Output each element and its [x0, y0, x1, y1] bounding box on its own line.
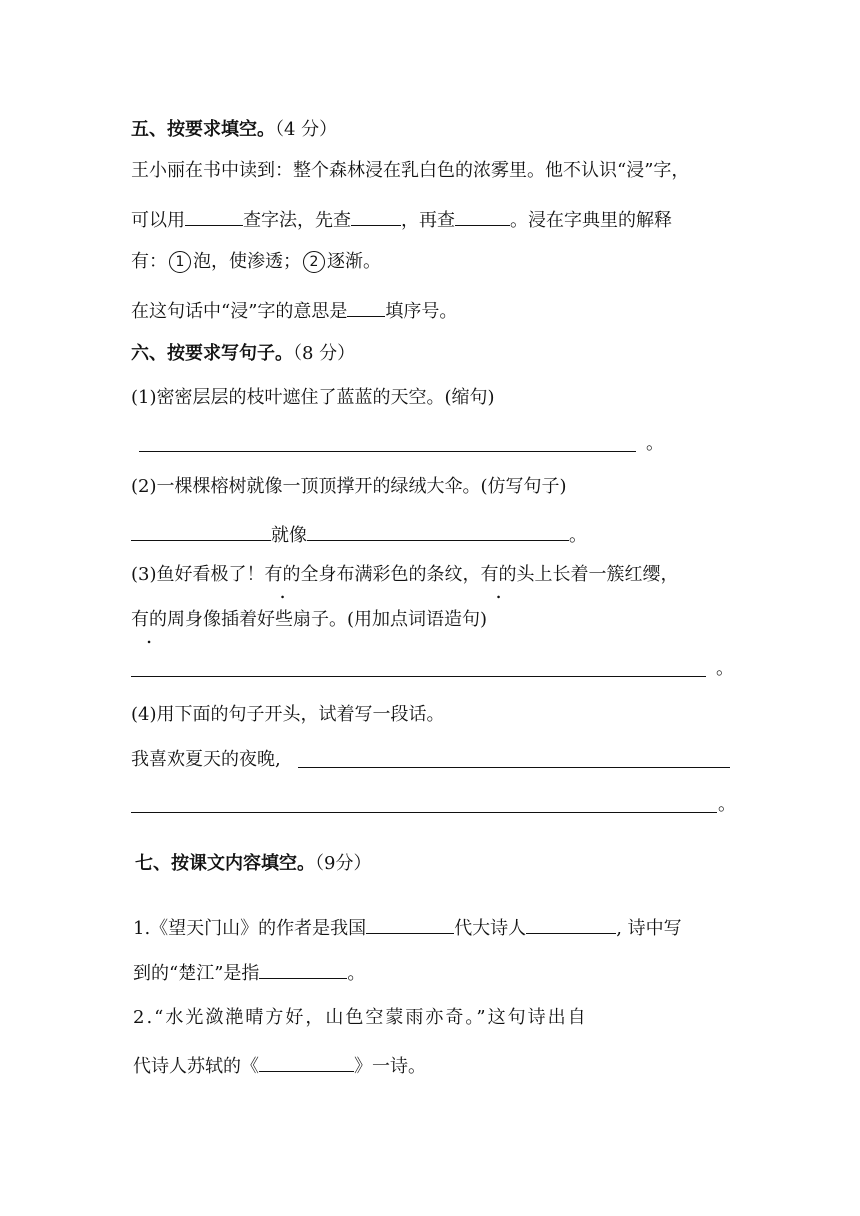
s5-l3-c: 逐渐。: [327, 251, 381, 272]
s7-q1-e: 。: [347, 963, 366, 984]
section5-heading: [131, 118, 337, 142]
dotted-word-1: 有的: [264, 564, 301, 585]
s7-q2-line2: [133, 1051, 426, 1079]
s5-l4-b: 填序号。: [385, 301, 458, 322]
s6-q3-line1: [131, 563, 679, 587]
s6-q1-answer-line[interactable]: [139, 451, 636, 452]
s5-l4-a: 在这句话中“浸”字的意思是: [131, 301, 348, 322]
s5-l2-d: 。浸在字典里的解释: [510, 210, 672, 231]
strokes-blank[interactable]: [455, 205, 510, 226]
s5-line2: [131, 205, 672, 233]
poet-blank[interactable]: [526, 913, 616, 934]
section6-score: （8 分）: [293, 343, 356, 364]
s5-l2-a: 可以用: [131, 210, 185, 231]
s5-line3: [131, 250, 381, 274]
s6-q4-start: [131, 748, 281, 772]
s5-l3-b: 泡，使渗透；: [193, 251, 301, 272]
s6-q2-blank-1[interactable]: [131, 520, 271, 541]
s6-q2-mid: 就像: [271, 525, 307, 546]
section5-score: （4 分）: [275, 119, 338, 140]
s5-line4: [131, 296, 457, 324]
section7-heading: [135, 852, 371, 876]
circled-two: 2: [303, 251, 325, 273]
s7-q1-line1: [133, 913, 682, 941]
s6-q4-end: 。: [718, 794, 736, 815]
s7-q2-b: 代诗人苏轼的《: [133, 1056, 259, 1077]
s6-q4-answer-line-2[interactable]: [131, 812, 717, 813]
s7-q1-b: 代大诗人: [454, 918, 527, 939]
s7-q2-c: 》一诗。: [354, 1056, 426, 1077]
s6-q1-end: 。: [646, 433, 664, 454]
s6-q3-answer-line[interactable]: [131, 676, 706, 677]
s5-l2-c: ，再查: [401, 210, 455, 231]
section6-heading: [131, 342, 355, 366]
s6-q3-b: 全身布满彩色的条纹，: [300, 564, 481, 585]
s6-q3-c: 头上长着一簇红缨，: [516, 564, 679, 585]
s7-q2-line1: 2.“水光潋滟晴方好，山色空蒙雨亦奇。”这句诗出自: [133, 1007, 588, 1028]
s7-q1-d: 到的“楚江”是指: [133, 963, 260, 984]
circled-one: 1: [169, 251, 191, 273]
s6-q4: (4)用下面的句子开头，试着写一段话。: [131, 704, 445, 725]
s6-q2-answer: [131, 520, 587, 548]
s6-q4-start-text: 我喜欢夏天的夜晚,: [131, 749, 281, 770]
s6-q1: (1)密密层层的枝叶遮住了蓝蓝的天空。(缩句): [131, 387, 495, 408]
poem-title-blank[interactable]: [259, 1051, 354, 1072]
meaning-blank[interactable]: [347, 296, 385, 317]
s5-l2-b: 查字法，先查: [243, 210, 351, 231]
section6-title: 六、按要求写句子。: [131, 343, 293, 364]
s6-q4-answer-line-1[interactable]: [298, 767, 730, 768]
s6-q3-d: 周身像插着好些扇子。(用加点词语造句): [167, 609, 488, 630]
s6-q3-line2: [131, 608, 487, 632]
method-blank[interactable]: [185, 205, 243, 226]
radical-blank[interactable]: [351, 205, 401, 226]
s7-q1-c: , 诗中写: [616, 918, 682, 939]
s6-q3-end: 。: [716, 658, 734, 679]
s5-line1: 王小丽在书中读到：整个森林浸在乳白色的浓雾里。他不认识“浸”字，: [131, 160, 690, 181]
chujiang-blank[interactable]: [259, 958, 347, 979]
dotted-word-2: 有的: [480, 564, 517, 585]
s6-q2: (2)一棵棵榕树就像一顶顶撑开的绿绒大伞。(仿写句子): [131, 476, 567, 497]
s6-q2-end: 。: [569, 525, 587, 546]
s6-q2-blank-2[interactable]: [307, 520, 569, 541]
s6-q3-a: (3)鱼好看极了！: [131, 564, 265, 585]
s5-l3-a: 有：: [131, 251, 167, 272]
dotted-word-3: 有的: [131, 609, 167, 630]
s7-q1-a: 1.《望天门山》的作者是我国: [133, 918, 367, 939]
section5-title: 五、按要求填空。: [131, 119, 275, 140]
section7-title: 七、按课文内容填空。: [135, 853, 315, 874]
dynasty-blank[interactable]: [366, 913, 454, 934]
section7-score: （9分）: [315, 853, 372, 874]
s7-q1-line2: [133, 958, 365, 986]
